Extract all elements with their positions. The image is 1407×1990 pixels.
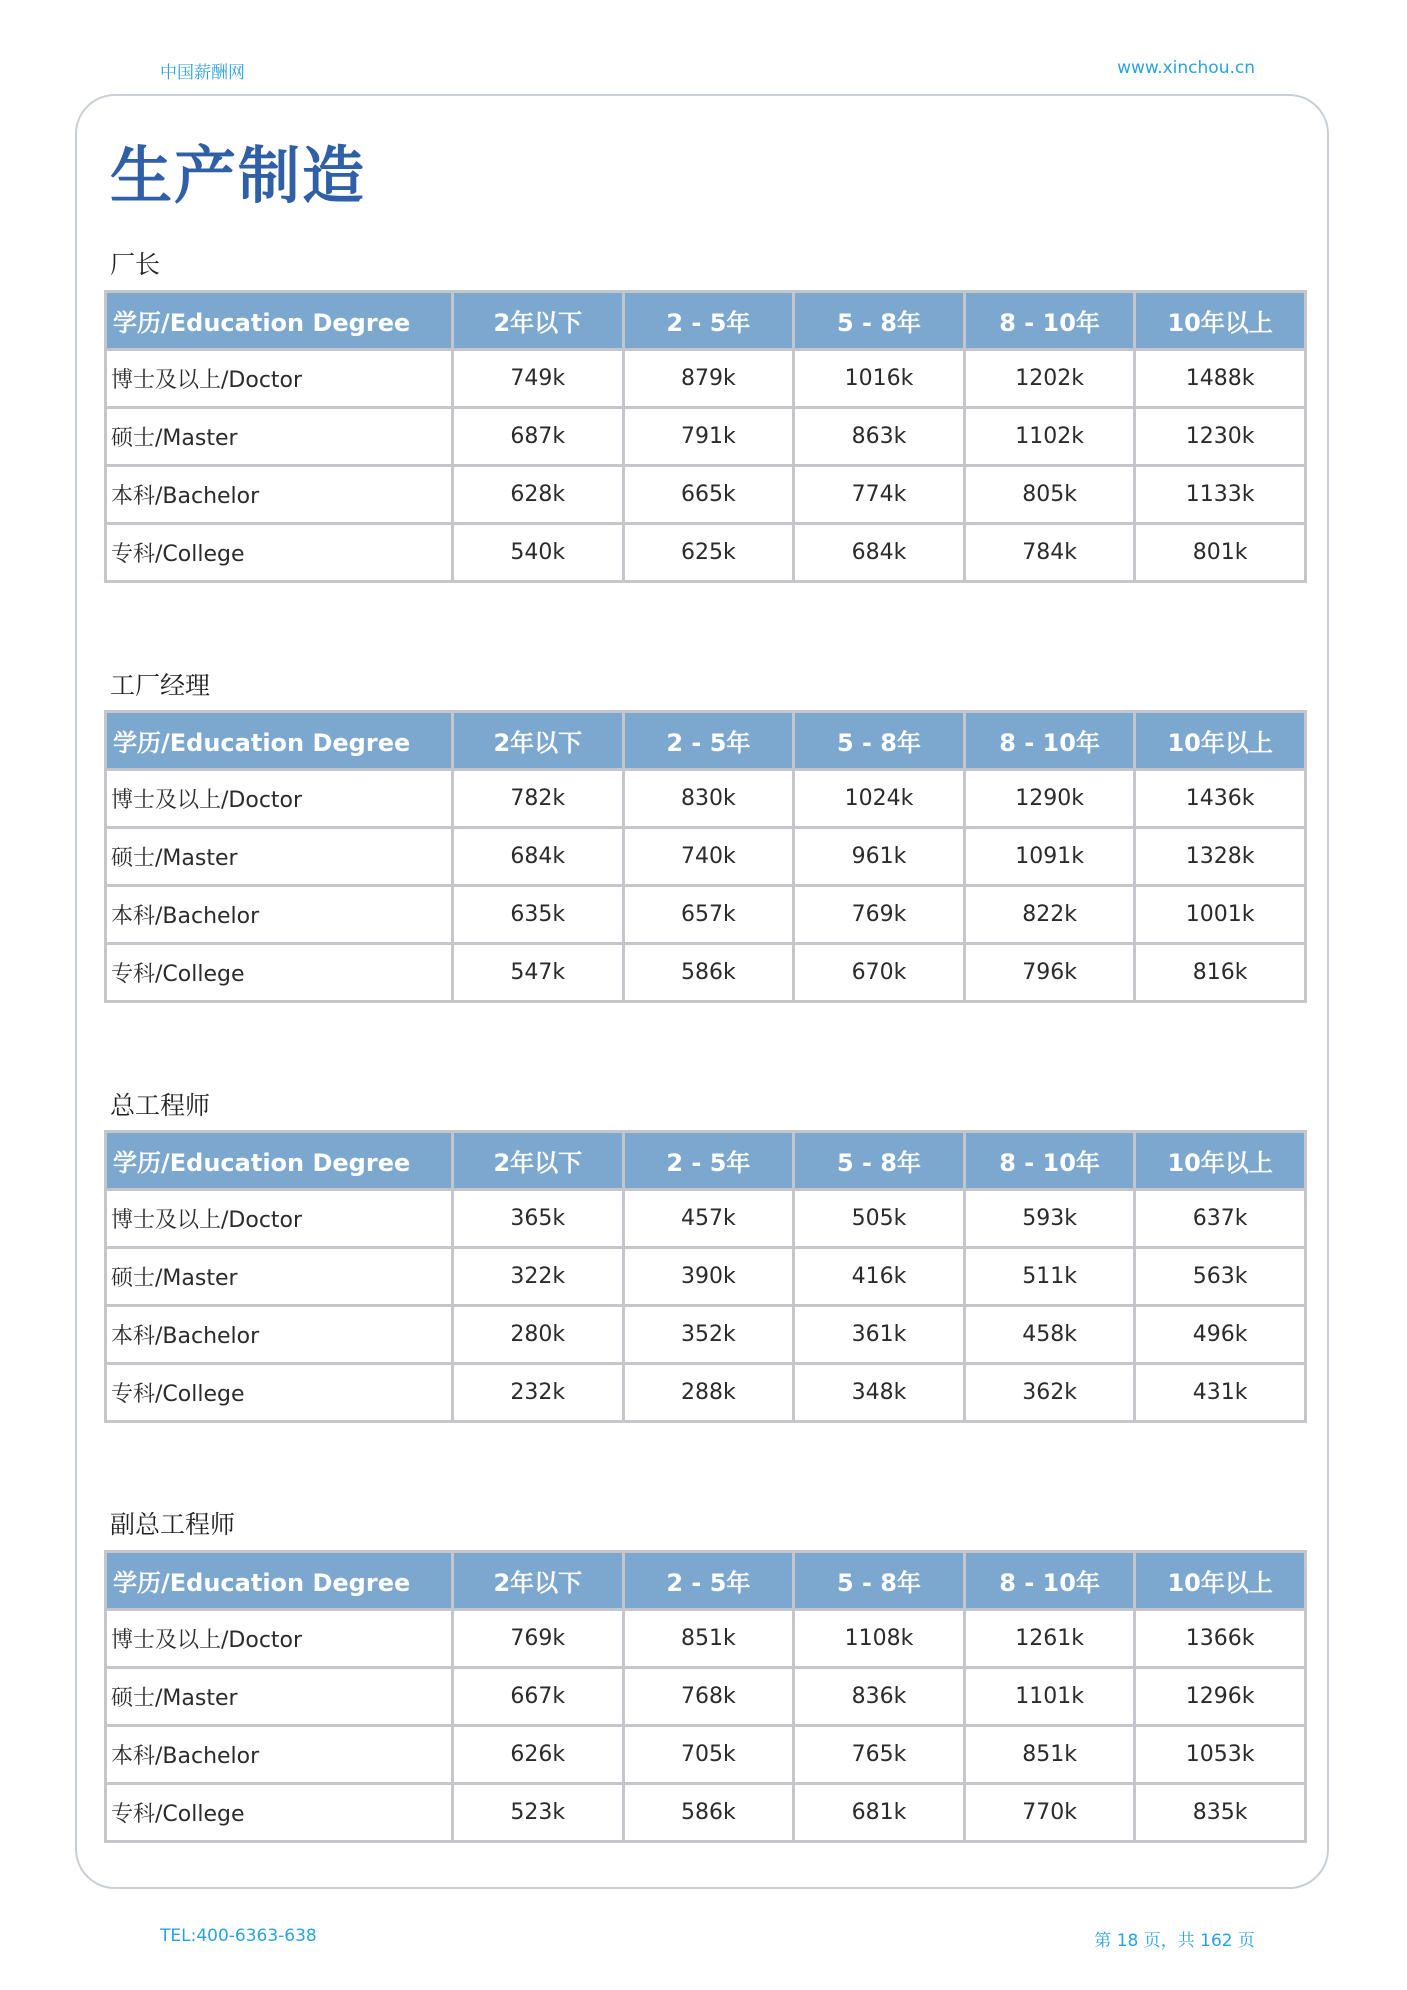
table-header-row — [106, 712, 1306, 770]
column-header: 10年以上 — [1135, 292, 1306, 350]
education-level-cell: 博士及以上/Doctor — [106, 350, 453, 408]
table-row — [106, 944, 1306, 1002]
salary-cell: 774k — [794, 466, 965, 524]
salary-cell: 1202k — [964, 350, 1135, 408]
column-header: 10年以上 — [1135, 1552, 1306, 1610]
salary-cell: 705k — [623, 1726, 794, 1784]
table-row — [106, 1306, 1306, 1364]
education-level-cell: 专科/College — [106, 1364, 453, 1422]
education-level-cell: 本科/Bachelor — [106, 1726, 453, 1784]
salary-cell: 961k — [794, 828, 965, 886]
column-header: 10年以上 — [1135, 1132, 1306, 1190]
education-level-cell: 本科/Bachelor — [106, 886, 453, 944]
column-header: 2 - 5年 — [623, 712, 794, 770]
salary-cell: 1436k — [1135, 770, 1306, 828]
column-header: 学历/Education Degree — [106, 712, 453, 770]
education-level-cell: 硕士/Master — [106, 1668, 453, 1726]
salary-cell: 1328k — [1135, 828, 1306, 886]
education-level-cell: 硕士/Master — [106, 828, 453, 886]
section-title: 总工程师 — [110, 1091, 211, 1120]
salary-cell: 458k — [964, 1306, 1135, 1364]
education-level-cell: 专科/College — [106, 524, 453, 582]
salary-cell: 667k — [453, 1668, 624, 1726]
section-title: 工厂经理 — [110, 671, 211, 700]
salary-cell: 390k — [623, 1248, 794, 1306]
salary-cell: 657k — [623, 886, 794, 944]
salary-cell: 352k — [623, 1306, 794, 1364]
salary-table — [104, 290, 1307, 583]
salary-cell: 431k — [1135, 1364, 1306, 1422]
table-row — [106, 1784, 1306, 1842]
salary-cell: 496k — [1135, 1306, 1306, 1364]
column-header: 2 - 5年 — [623, 1552, 794, 1610]
salary-cell: 1024k — [794, 770, 965, 828]
education-level-cell: 博士及以上/Doctor — [106, 770, 453, 828]
salary-cell: 769k — [794, 886, 965, 944]
table-row — [106, 770, 1306, 828]
salary-cell: 288k — [623, 1364, 794, 1422]
salary-cell: 830k — [623, 770, 794, 828]
table-row — [106, 1610, 1306, 1668]
salary-cell: 416k — [794, 1248, 965, 1306]
salary-cell: 635k — [453, 886, 624, 944]
salary-table — [104, 1550, 1307, 1843]
salary-cell: 1001k — [1135, 886, 1306, 944]
column-header: 2 - 5年 — [623, 1132, 794, 1190]
salary-cell: 784k — [964, 524, 1135, 582]
salary-cell: 768k — [623, 1668, 794, 1726]
page-title: 生产制造 — [110, 139, 367, 212]
salary-cell: 628k — [453, 466, 624, 524]
table-row — [106, 350, 1306, 408]
salary-cell: 796k — [964, 944, 1135, 1002]
salary-cell: 626k — [453, 1726, 624, 1784]
salary-cell: 822k — [964, 886, 1135, 944]
salary-cell: 740k — [623, 828, 794, 886]
salary-cell: 1230k — [1135, 408, 1306, 466]
education-level-cell: 硕士/Master — [106, 1248, 453, 1306]
education-level-cell: 硕士/Master — [106, 408, 453, 466]
salary-cell: 687k — [453, 408, 624, 466]
salary-cell: 851k — [964, 1726, 1135, 1784]
salary-cell: 835k — [1135, 1784, 1306, 1842]
salary-cell: 684k — [794, 524, 965, 582]
salary-cell: 511k — [964, 1248, 1135, 1306]
salary-cell: 361k — [794, 1306, 965, 1364]
salary-cell: 505k — [794, 1190, 965, 1248]
table-row — [106, 1364, 1306, 1422]
column-header: 8 - 10年 — [964, 1132, 1135, 1190]
column-header: 2年以下 — [453, 712, 624, 770]
column-header: 10年以上 — [1135, 712, 1306, 770]
salary-cell: 801k — [1135, 524, 1306, 582]
salary-cell: 1102k — [964, 408, 1135, 466]
education-level-cell: 本科/Bachelor — [106, 466, 453, 524]
salary-cell: 749k — [453, 350, 624, 408]
salary-cell: 769k — [453, 1610, 624, 1668]
salary-cell: 879k — [623, 350, 794, 408]
site-url[interactable]: www.xinchou.cn — [1117, 58, 1255, 78]
salary-cell: 770k — [964, 1784, 1135, 1842]
education-level-cell: 本科/Bachelor — [106, 1306, 453, 1364]
column-header: 2年以下 — [453, 292, 624, 350]
salary-cell: 637k — [1135, 1190, 1306, 1248]
salary-cell: 1488k — [1135, 350, 1306, 408]
salary-cell: 1053k — [1135, 1726, 1306, 1784]
salary-cell: 805k — [964, 466, 1135, 524]
salary-cell: 684k — [453, 828, 624, 886]
column-header: 8 - 10年 — [964, 1552, 1135, 1610]
salary-cell: 836k — [794, 1668, 965, 1726]
salary-cell: 457k — [623, 1190, 794, 1248]
column-header: 5 - 8年 — [794, 1552, 965, 1610]
education-level-cell: 博士及以上/Doctor — [106, 1190, 453, 1248]
column-header: 8 - 10年 — [964, 292, 1135, 350]
column-header: 5 - 8年 — [794, 292, 965, 350]
column-header: 2 - 5年 — [623, 292, 794, 350]
salary-cell: 1108k — [794, 1610, 965, 1668]
salary-cell: 540k — [453, 524, 624, 582]
salary-cell: 791k — [623, 408, 794, 466]
salary-cell: 1133k — [1135, 466, 1306, 524]
education-level-cell: 专科/College — [106, 1784, 453, 1842]
column-header: 5 - 8年 — [794, 712, 965, 770]
salary-cell: 665k — [623, 466, 794, 524]
salary-cell: 280k — [453, 1306, 624, 1364]
phone-number: TEL:400-6363-638 — [160, 1926, 317, 1946]
column-header: 学历/Education Degree — [106, 292, 453, 350]
column-header: 学历/Education Degree — [106, 1132, 453, 1190]
salary-table — [104, 710, 1307, 1003]
salary-cell: 1261k — [964, 1610, 1135, 1668]
table-row — [106, 828, 1306, 886]
column-header: 学历/Education Degree — [106, 1552, 453, 1610]
education-level-cell: 博士及以上/Doctor — [106, 1610, 453, 1668]
salary-cell: 1296k — [1135, 1668, 1306, 1726]
table-row — [106, 408, 1306, 466]
column-header: 2年以下 — [453, 1552, 624, 1610]
salary-cell: 1366k — [1135, 1610, 1306, 1668]
salary-cell: 593k — [964, 1190, 1135, 1248]
table-row — [106, 1668, 1306, 1726]
table-row — [106, 1726, 1306, 1784]
table-row — [106, 466, 1306, 524]
salary-cell: 547k — [453, 944, 624, 1002]
salary-cell: 851k — [623, 1610, 794, 1668]
salary-cell: 863k — [794, 408, 965, 466]
table-row — [106, 886, 1306, 944]
salary-cell: 1016k — [794, 350, 965, 408]
table-header-row — [106, 1552, 1306, 1610]
salary-cell: 362k — [964, 1364, 1135, 1422]
salary-cell: 348k — [794, 1364, 965, 1422]
salary-cell: 322k — [453, 1248, 624, 1306]
table-row — [106, 1248, 1306, 1306]
salary-cell: 681k — [794, 1784, 965, 1842]
salary-cell: 782k — [453, 770, 624, 828]
section-title: 副总工程师 — [110, 1510, 236, 1539]
section-title: 厂长 — [110, 250, 161, 279]
table-header-row — [106, 1132, 1306, 1190]
salary-cell: 365k — [453, 1190, 624, 1248]
salary-cell: 1101k — [964, 1668, 1135, 1726]
table-header-row — [106, 292, 1306, 350]
salary-cell: 816k — [1135, 944, 1306, 1002]
table-row — [106, 524, 1306, 582]
salary-cell: 1091k — [964, 828, 1135, 886]
site-name: 中国薪酬网 — [160, 63, 245, 83]
salary-cell: 1290k — [964, 770, 1135, 828]
column-header: 8 - 10年 — [964, 712, 1135, 770]
salary-cell: 232k — [453, 1364, 624, 1422]
table-row — [106, 1190, 1306, 1248]
salary-cell: 586k — [623, 1784, 794, 1842]
salary-table — [104, 1130, 1307, 1423]
salary-cell: 586k — [623, 944, 794, 1002]
page-number: 第 18 页，共 162 页 — [1094, 1931, 1255, 1951]
column-header: 5 - 8年 — [794, 1132, 965, 1190]
education-level-cell: 专科/College — [106, 944, 453, 1002]
column-header: 2年以下 — [453, 1132, 624, 1190]
salary-cell: 625k — [623, 524, 794, 582]
salary-cell: 523k — [453, 1784, 624, 1842]
salary-cell: 765k — [794, 1726, 965, 1784]
salary-cell: 563k — [1135, 1248, 1306, 1306]
salary-cell: 670k — [794, 944, 965, 1002]
